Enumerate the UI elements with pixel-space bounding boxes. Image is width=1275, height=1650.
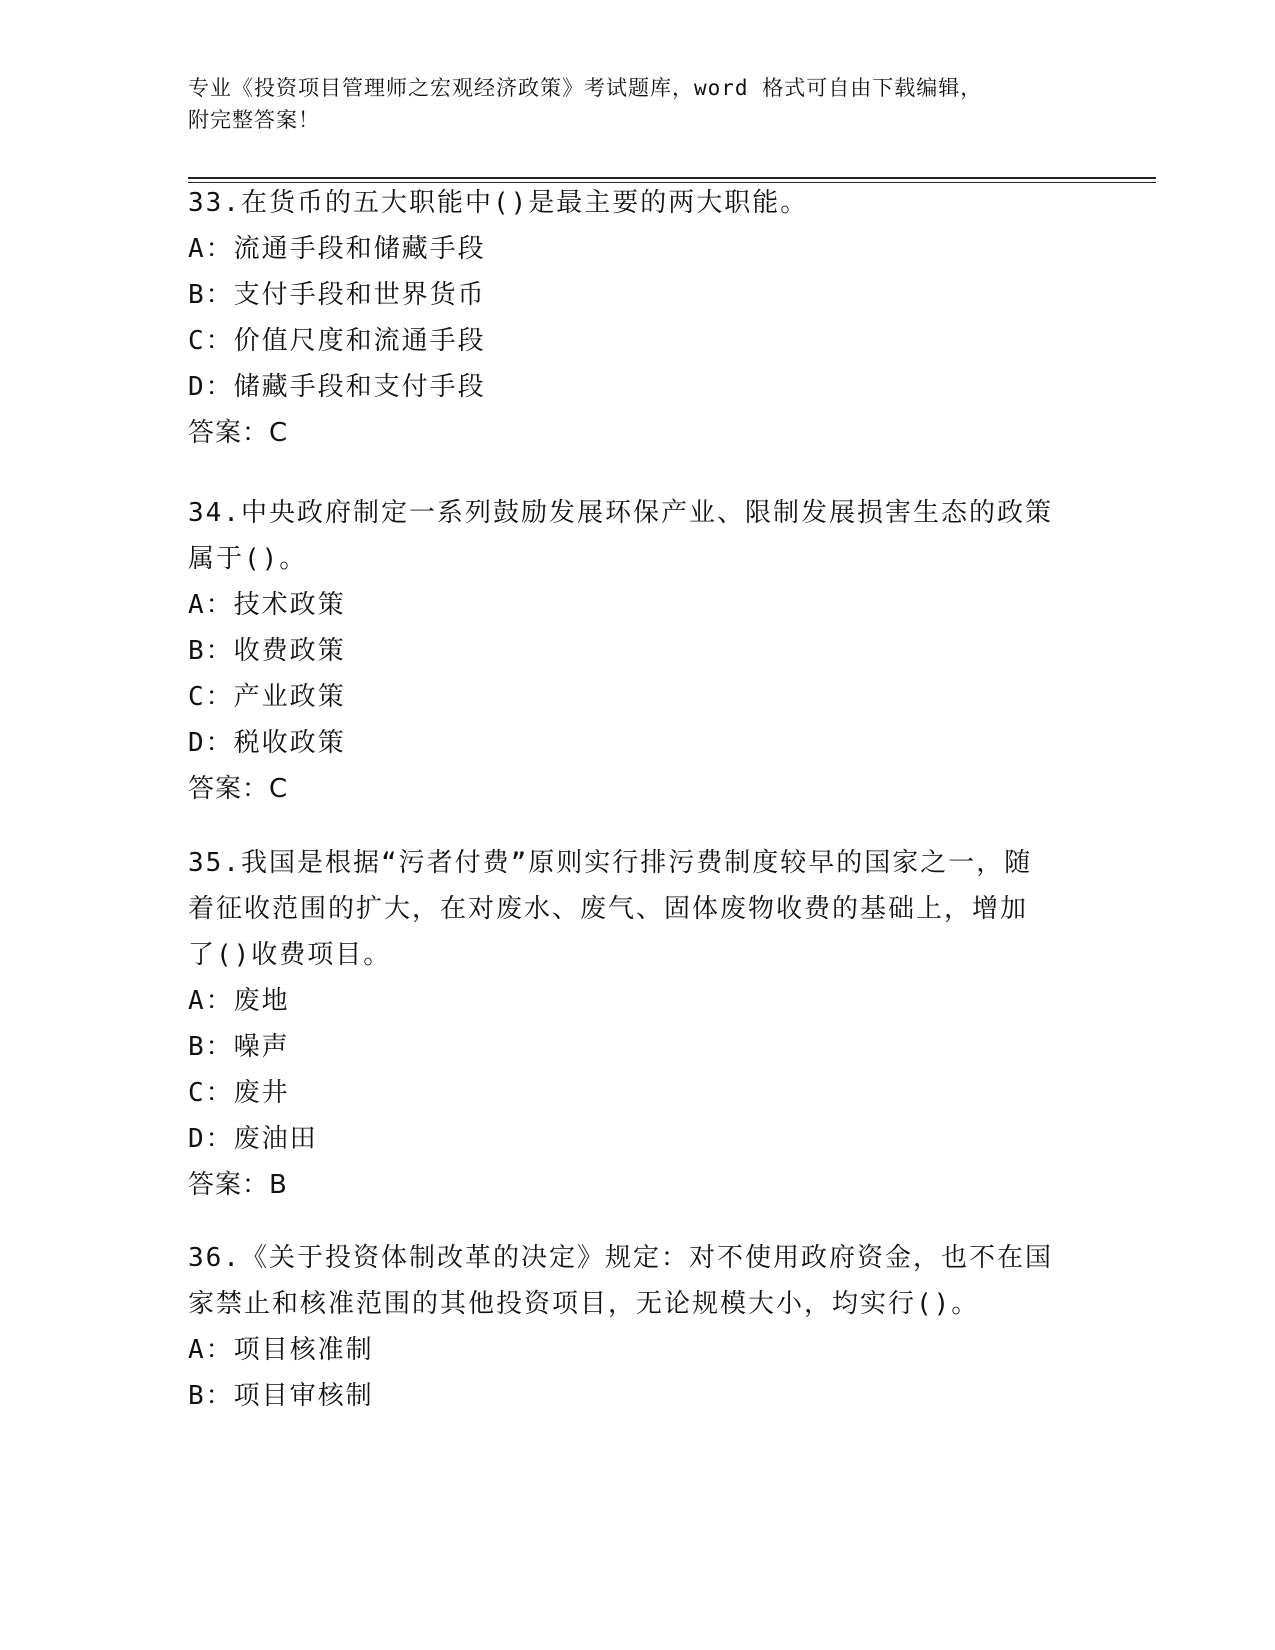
- document-header: [188, 72, 1068, 136]
- option-b: B：项目审核制: [188, 1381, 374, 1411]
- option-a: A：废地: [188, 986, 290, 1016]
- answer: 答案：B: [188, 1170, 288, 1200]
- question-stem-continued: 着征收范围的扩大，在对废水、废气、固体废物收费的基础上，增加: [188, 894, 1029, 924]
- header-line-2: 附完整答案！: [188, 108, 320, 132]
- question-33: [188, 180, 1088, 456]
- option-c: C：产业政策: [188, 682, 346, 712]
- question-34: [188, 490, 1088, 812]
- question-stem: 36.《关于投资体制改革的决定》规定：对不使用政府资金，也不在国: [188, 1243, 1053, 1273]
- option-a: A：流通手段和储藏手段: [188, 234, 486, 264]
- question-stem-continued: 了()收费项目。: [188, 940, 392, 970]
- question-36: [188, 1235, 1088, 1419]
- answer: 答案：C: [188, 418, 289, 448]
- question-stem-continued: 家禁止和核准范围的其他投资项目，无论规模大小，均实行()。: [188, 1289, 980, 1319]
- option-d: D：储藏手段和支付手段: [188, 372, 486, 402]
- option-d: D：税收政策: [188, 728, 346, 758]
- option-a: A：技术政策: [188, 590, 346, 620]
- option-c: C：价值尺度和流通手段: [188, 326, 486, 356]
- option-c: C：废井: [188, 1078, 290, 1108]
- question-stem: 33.在货币的五大职能中()是最主要的两大职能。: [188, 188, 809, 218]
- option-b: B：噪声: [188, 1032, 290, 1062]
- question-35: [188, 840, 1088, 1208]
- option-a: A：项目核准制: [188, 1335, 374, 1365]
- option-b: B：收费政策: [188, 636, 346, 666]
- question-stem-continued: 属于()。: [188, 544, 308, 574]
- option-b: B：支付手段和世界货币: [188, 280, 486, 310]
- answer: 答案：C: [188, 774, 289, 804]
- header-line-1: 专业《投资项目管理师之宏观经济政策》考试题库，word 格式可自由下载编辑，: [188, 76, 983, 100]
- question-stem: 35.我国是根据“污者付费”原则实行排污费制度较早的国家之一，随: [188, 848, 1033, 878]
- question-stem: 34.中央政府制定一系列鼓励发展环保产业、限制发展损害生态的政策: [188, 498, 1053, 528]
- option-d: D：废油田: [188, 1124, 318, 1154]
